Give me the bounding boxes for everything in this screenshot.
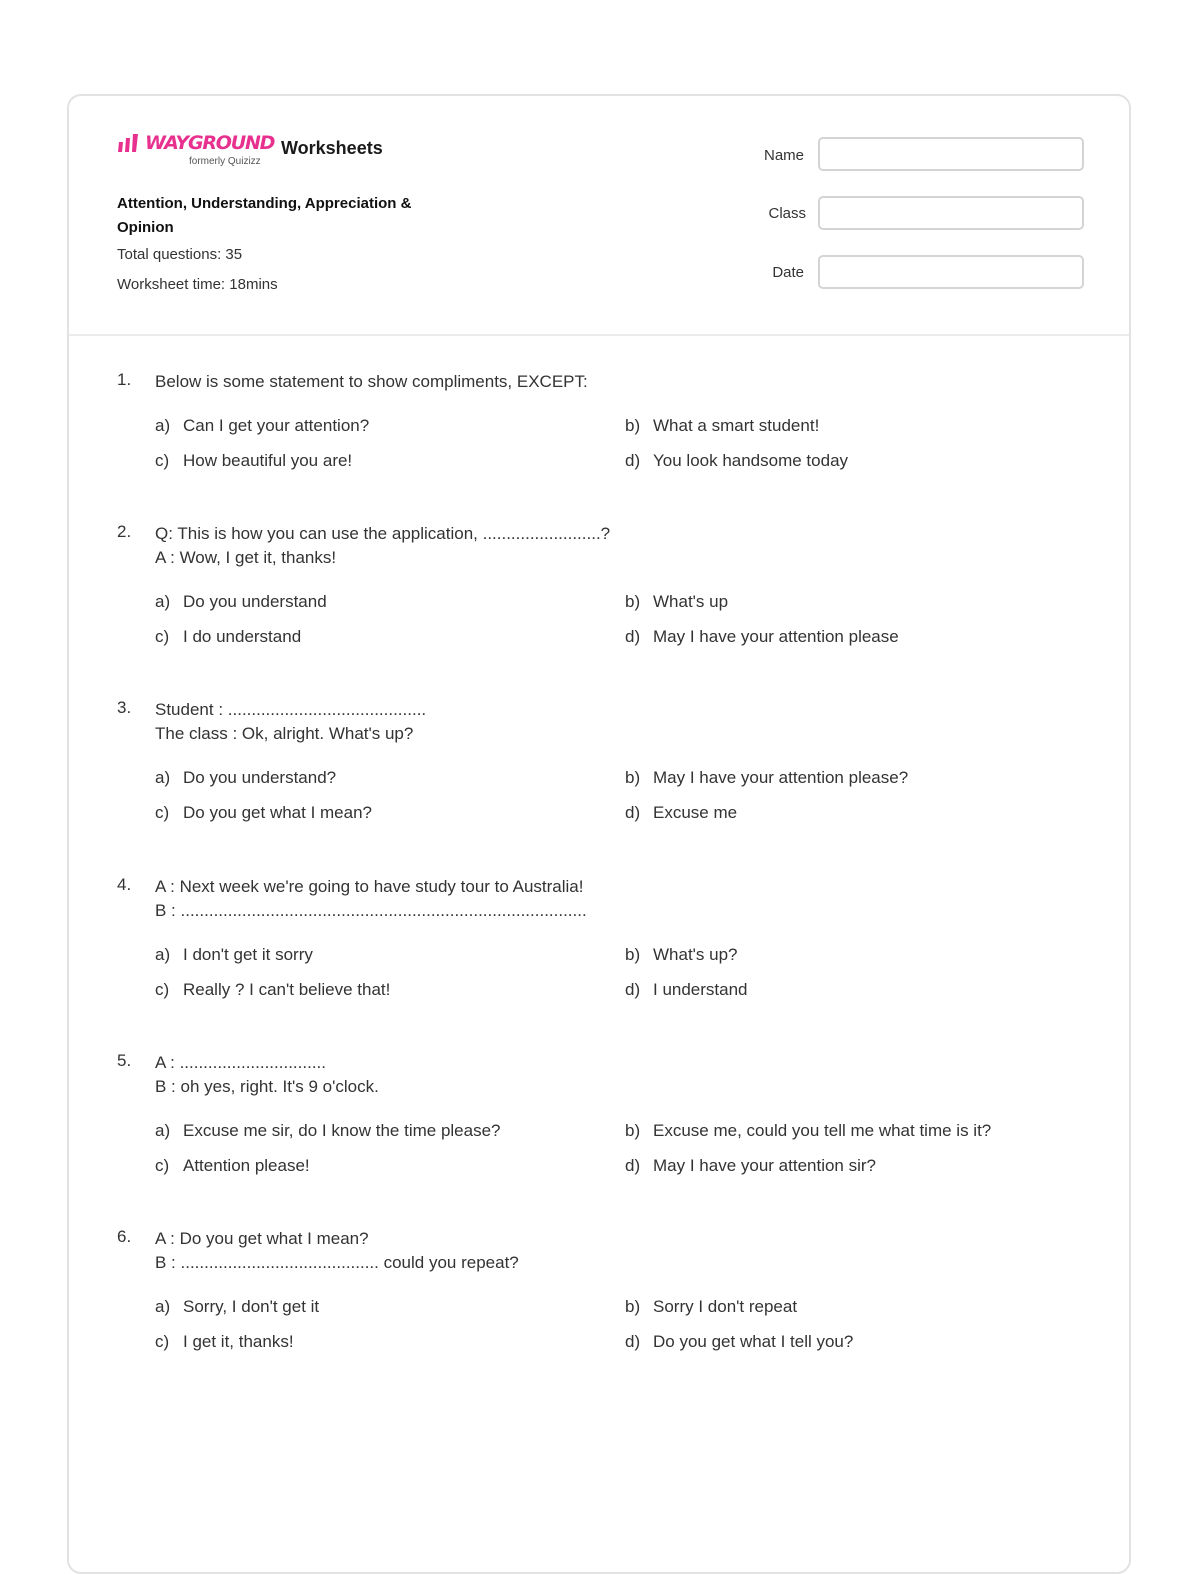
option-b[interactable] bbox=[625, 1121, 991, 1141]
option-letter: b) bbox=[625, 1121, 641, 1140]
question-text: A : ............................... B : oh yes, right. It's 9 o'clock. bbox=[155, 1053, 379, 1096]
option-c[interactable] bbox=[155, 803, 372, 823]
question-text: A : Next week we're going to have study tour to Australia! B : ...................................................................................... bbox=[155, 877, 587, 920]
worksheet-title: Attention, Understanding, Appreciation & Opinion bbox=[117, 195, 412, 236]
option-letter: d) bbox=[625, 1332, 641, 1351]
question-number: 5. bbox=[117, 1051, 132, 1070]
worksheet-time: Worksheet time: 18mins bbox=[117, 276, 278, 293]
option-text: Excuse me sir, do I know the time please? bbox=[183, 1121, 501, 1140]
option-a[interactable] bbox=[155, 1121, 501, 1141]
option-text: I get it, thanks! bbox=[183, 1332, 294, 1351]
option-letter: c) bbox=[155, 1332, 170, 1351]
option-b[interactable] bbox=[625, 416, 819, 436]
option-letter: b) bbox=[625, 945, 641, 964]
option-c[interactable] bbox=[155, 980, 390, 1000]
option-letter: d) bbox=[625, 451, 641, 470]
question-text: Student : .......................................... The class : Ok, alright. What's up? bbox=[155, 700, 427, 743]
option-d[interactable] bbox=[625, 980, 748, 1000]
option-c[interactable] bbox=[155, 451, 352, 471]
option-letter: d) bbox=[625, 1156, 641, 1175]
option-b[interactable] bbox=[625, 1297, 797, 1317]
total-questions: Total questions: 35 bbox=[117, 246, 243, 263]
option-letter: d) bbox=[625, 627, 641, 646]
option-letter: b) bbox=[625, 768, 641, 787]
option-text: What's up? bbox=[653, 945, 738, 964]
option-c[interactable] bbox=[155, 627, 301, 647]
option-text: I understand bbox=[653, 980, 748, 999]
option-letter: c) bbox=[155, 1156, 170, 1175]
option-c[interactable] bbox=[155, 1332, 294, 1352]
question-number: 3. bbox=[117, 698, 132, 717]
option-c[interactable] bbox=[155, 1156, 310, 1176]
logo-subtext: formerly Quizizz bbox=[189, 156, 261, 167]
option-letter: a) bbox=[155, 1121, 171, 1140]
option-text: Sorry, I don't get it bbox=[183, 1297, 320, 1316]
worksheet-header bbox=[69, 96, 1129, 336]
option-text: May I have your attention sir? bbox=[653, 1156, 877, 1175]
option-letter: d) bbox=[625, 980, 641, 999]
option-text: Really ? I can't believe that! bbox=[183, 980, 391, 999]
class-field[interactable] bbox=[818, 196, 1084, 230]
option-text: I don't get it sorry bbox=[183, 945, 313, 964]
option-letter: a) bbox=[155, 1297, 171, 1316]
name-label: Name bbox=[763, 147, 804, 164]
option-letter: a) bbox=[155, 592, 171, 611]
option-text: What's up bbox=[653, 592, 729, 611]
option-text: Can I get your attention? bbox=[183, 416, 370, 435]
option-text: I do understand bbox=[183, 627, 302, 646]
name-field[interactable] bbox=[818, 137, 1084, 171]
option-b[interactable] bbox=[625, 945, 738, 965]
option-text: May I have your attention please bbox=[653, 627, 899, 646]
option-letter: a) bbox=[155, 768, 171, 787]
option-letter: a) bbox=[155, 416, 171, 435]
option-b[interactable] bbox=[625, 592, 728, 612]
worksheet-page bbox=[67, 94, 1131, 1574]
wayground-logo bbox=[117, 132, 277, 172]
option-letter: d) bbox=[625, 803, 641, 822]
logo-wordmark: WAYGROUND bbox=[145, 132, 275, 154]
option-text: Do you understand bbox=[183, 592, 327, 611]
option-text: Sorry I don't repeat bbox=[653, 1297, 798, 1316]
option-text: You look handsome today bbox=[653, 451, 849, 470]
question-number: 1. bbox=[117, 370, 132, 389]
date-field[interactable] bbox=[818, 255, 1084, 289]
option-letter: b) bbox=[625, 1297, 641, 1316]
option-text: Attention please! bbox=[183, 1156, 310, 1175]
logo-bars-icon bbox=[117, 134, 143, 152]
option-letter: b) bbox=[625, 592, 641, 611]
option-text: How beautiful you are! bbox=[183, 451, 353, 470]
question-text: Q: This is how you can use the application, .........................? A : Wow, I get it, thanks! bbox=[155, 524, 611, 567]
option-letter: c) bbox=[155, 627, 170, 646]
option-letter: a) bbox=[155, 945, 171, 964]
option-a[interactable] bbox=[155, 945, 313, 965]
option-d[interactable] bbox=[625, 1332, 853, 1352]
option-text: May I have your attention please? bbox=[653, 768, 909, 787]
option-text: What a smart student! bbox=[653, 416, 820, 435]
option-b[interactable] bbox=[625, 768, 908, 788]
option-text: Excuse me bbox=[653, 803, 738, 822]
class-label: Class bbox=[768, 205, 806, 222]
question-number: 6. bbox=[117, 1227, 132, 1246]
option-d[interactable] bbox=[625, 627, 899, 647]
option-text: Do you get what I mean? bbox=[183, 803, 373, 822]
option-letter: c) bbox=[155, 803, 170, 822]
date-label: Date bbox=[772, 264, 804, 281]
option-text: Excuse me, could you tell me what time is it? bbox=[653, 1121, 992, 1140]
worksheets-label: Worksheets bbox=[281, 138, 383, 158]
option-a[interactable] bbox=[155, 416, 369, 436]
question-text: Below is some statement to show compliments, EXCEPT: bbox=[155, 372, 588, 391]
question-number: 4. bbox=[117, 875, 132, 894]
option-a[interactable] bbox=[155, 1297, 319, 1317]
option-d[interactable] bbox=[625, 803, 737, 823]
option-d[interactable] bbox=[625, 451, 848, 471]
option-letter: c) bbox=[155, 980, 170, 999]
option-a[interactable] bbox=[155, 592, 327, 612]
option-a[interactable] bbox=[155, 768, 336, 788]
option-d[interactable] bbox=[625, 1156, 876, 1176]
option-letter: c) bbox=[155, 451, 170, 470]
option-text: Do you understand? bbox=[183, 768, 337, 787]
option-text: Do you get what I tell you? bbox=[653, 1332, 854, 1351]
option-letter: b) bbox=[625, 416, 641, 435]
question-number: 2. bbox=[117, 522, 132, 541]
question-text: A : Do you get what I mean? B : .......................................... could you repeat? bbox=[155, 1229, 519, 1272]
